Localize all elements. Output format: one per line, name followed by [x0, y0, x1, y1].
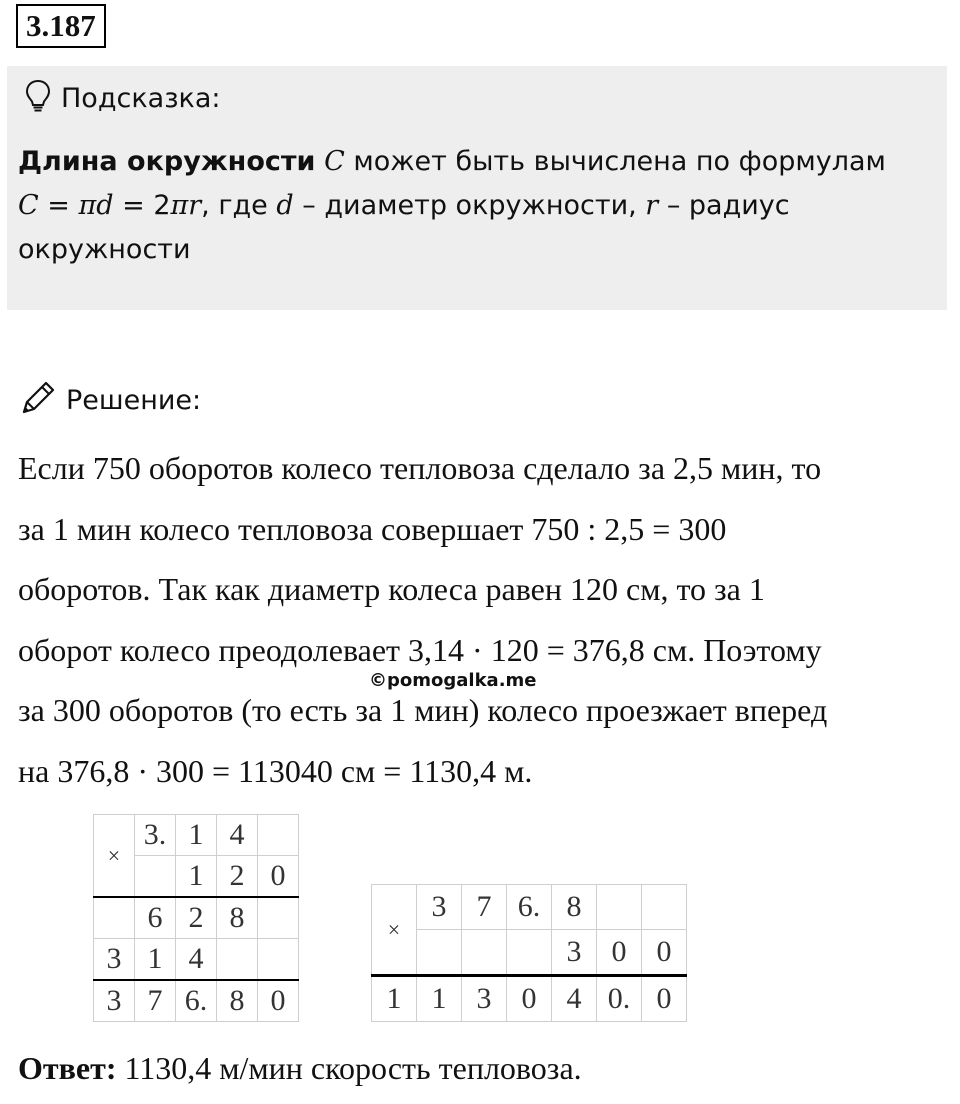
grid-cell	[507, 930, 552, 976]
hint-formula-pir: πr	[170, 190, 202, 221]
multiplication-grid-1	[93, 814, 299, 1022]
hint-bold-term: Длина окружности	[18, 146, 316, 177]
grid-cell: 8	[217, 897, 258, 939]
grid-cell: 1	[176, 815, 217, 856]
hint-var-c: C	[324, 146, 345, 177]
grid-cell: 4	[552, 976, 597, 1022]
grid-cell: 6.	[176, 980, 217, 1022]
grid-cell	[462, 930, 507, 976]
grid-cell	[642, 885, 687, 930]
solution-line: за 1 мин колесо тепловоза совершает 750 : 2,5 = 300	[18, 510, 727, 547]
hint-formula-c: C	[18, 190, 39, 221]
task-number: 3.187	[16, 4, 106, 48]
solution-header	[18, 378, 201, 422]
grid-cell: 8	[217, 980, 258, 1022]
grid-cell: 2	[217, 856, 258, 898]
answer-label: Ответ:	[18, 1050, 117, 1086]
hint-box	[7, 66, 947, 310]
grid-cell: 3	[94, 939, 135, 981]
grid-cell: 4	[217, 815, 258, 856]
grid-cell	[258, 939, 299, 981]
grid-cell: 3	[462, 976, 507, 1022]
grid-cell: 8	[552, 885, 597, 930]
hint-mid3: – радиус окружности	[18, 190, 790, 265]
hint-formula-eq2: = 2	[122, 190, 171, 221]
hint-mid1: , где	[201, 190, 268, 221]
grid-cell	[258, 897, 299, 939]
hint-formula-eq1: =	[47, 190, 70, 221]
solution-line: Если 750 оборотов колесо тепловоза сделало за 2,5 мин, то	[18, 450, 822, 486]
solution-text	[18, 438, 948, 801]
grid-cell	[417, 930, 462, 976]
grid-cell: 0	[258, 980, 299, 1022]
grid-cell: 3.	[135, 815, 176, 856]
solution-line: оборот колесо преодолевает 3,14 · 120 = 376,8 см. Поэтому	[18, 631, 822, 668]
grid-cell: 0	[597, 930, 642, 976]
hint-after-term: может быть вычислена по формулам	[353, 146, 886, 177]
grid-cell: 1	[372, 976, 417, 1022]
grid-cell: 0.	[597, 976, 642, 1022]
grid-cell: 0	[258, 856, 299, 898]
answer	[18, 1050, 582, 1087]
solution-line: оборотов. Так как диаметр колеса равен 120 см, то за 1	[18, 571, 765, 607]
grid-cell: 7	[135, 980, 176, 1022]
grid-cell: 3	[94, 980, 135, 1022]
grid-cell: 3	[417, 885, 462, 930]
watermark: ©pomogalka.me	[369, 670, 537, 691]
grid-cell	[135, 856, 176, 898]
grid-cell: 0	[507, 976, 552, 1022]
solution-line: на 376,8 · 300 = 113040 см = 1130,4 м.	[18, 752, 533, 789]
grid-cell: 0	[642, 930, 687, 976]
grid-cell	[217, 939, 258, 981]
pencil-icon	[18, 378, 58, 423]
grid-cell: 1	[417, 976, 462, 1022]
hint-mid2: – диаметр окружности,	[302, 190, 637, 221]
grid-cell: 0	[642, 976, 687, 1022]
grid-cell: 6.	[507, 885, 552, 930]
hint-var-d: d	[276, 190, 294, 221]
solution-title: Решение:	[66, 384, 202, 416]
hint-text	[18, 140, 918, 272]
solution-line: за 300 оборотов (то есть за 1 мин) колесо проезжает вперед	[18, 692, 828, 728]
grid-cell: 7	[462, 885, 507, 930]
grid-cell: 1	[135, 939, 176, 981]
grid-cell: 6	[135, 897, 176, 939]
grid-cell: 4	[176, 939, 217, 981]
hint-formula-pid: πd	[78, 190, 114, 221]
hint-header	[25, 80, 221, 116]
hint-title: Подсказка:	[61, 82, 221, 114]
multiply-operator: ×	[94, 815, 135, 898]
grid-cell	[94, 897, 135, 939]
multiply-operator: ×	[372, 885, 417, 976]
grid-cell: 3	[552, 930, 597, 976]
grid-cell: 1	[176, 856, 217, 898]
hint-var-r: r	[645, 190, 659, 221]
grid-cell	[597, 885, 642, 930]
lightbulb-icon	[25, 79, 51, 118]
multiplication-grid-2	[371, 884, 687, 1022]
grid-cell	[258, 815, 299, 856]
grid-cell: 2	[176, 897, 217, 939]
answer-text: 1130,4 м/мин скорость тепловоза.	[124, 1050, 582, 1086]
